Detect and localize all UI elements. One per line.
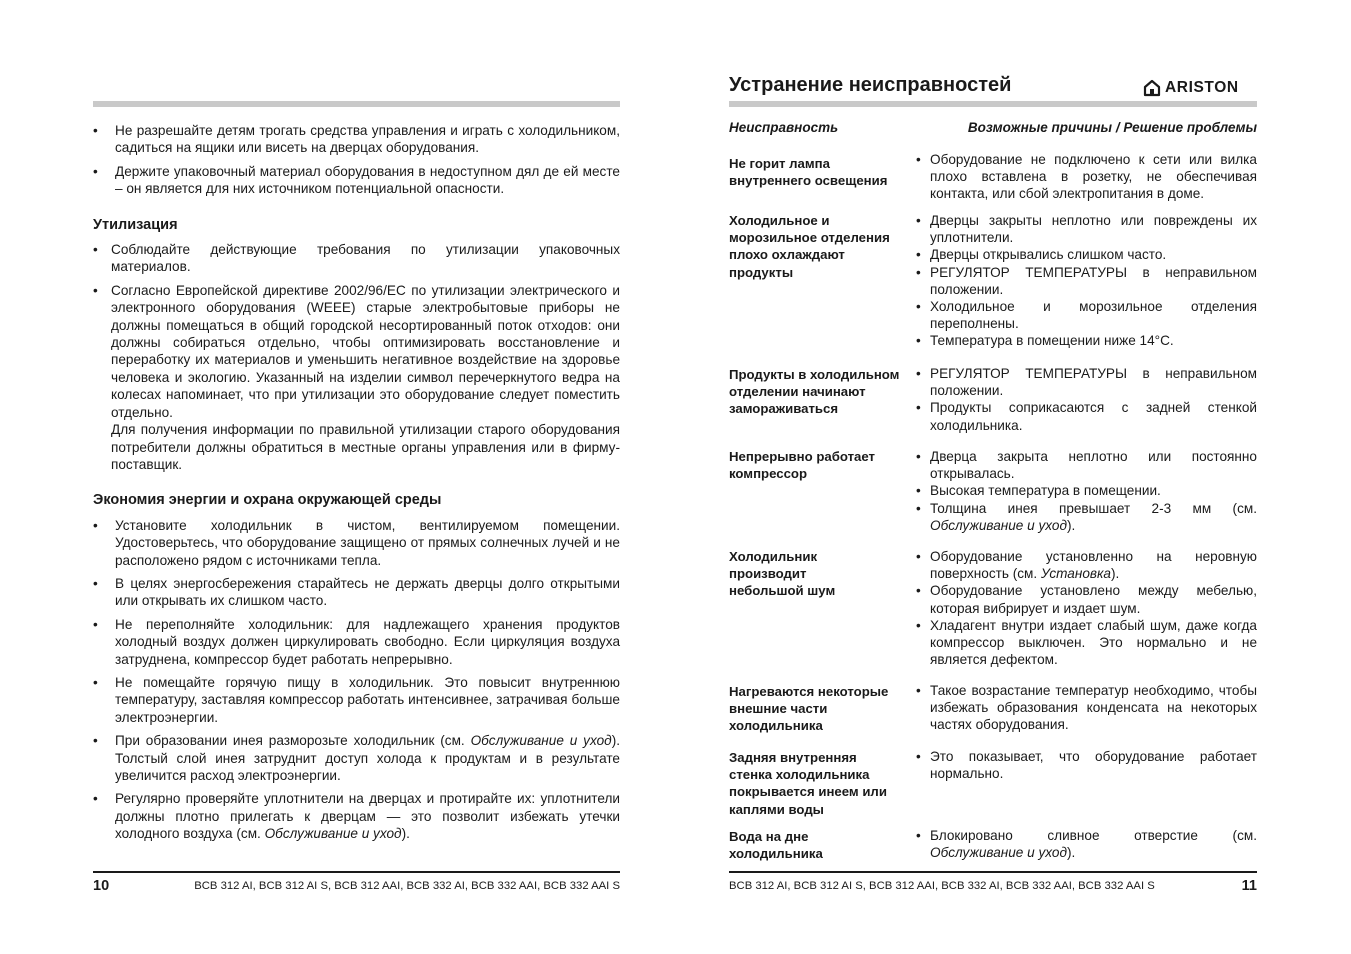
left-footer-rule xyxy=(93,871,620,873)
energy-list xyxy=(93,517,620,843)
fault-causes xyxy=(915,151,1257,203)
list-item: • При образовании инея разморозьте холодильник (см. Обслуживание и уход). Толстый слой инея затруднит доступ холода к продуктам и в результате увеличится расход электроэнергии. xyxy=(93,732,620,784)
fault-causes xyxy=(915,212,1257,350)
house-logo-icon xyxy=(1143,79,1161,97)
fault-label: Холодильник производит небольшой шум xyxy=(729,549,836,599)
footer-models-right: BCB 312 AI, BCB 312 AI S, BCB 312 AAI, BCB 332 AI, BCB 332 AAI, BCB 332 AAI S xyxy=(729,880,1155,892)
list-item: • Холодильное и морозильное отделения переполнены. xyxy=(915,298,1257,332)
fault-causes xyxy=(915,827,1257,861)
left-page-body xyxy=(93,122,620,849)
list-item: • Продукты соприкасаются с задней стенкой холодильника. xyxy=(915,399,1257,433)
list-item: • Не помещайте горячую пищу в холодильник. Это повысит внутреннюю температуру, заставляя компрессор работать интенсивнее, затрачивая больше электроэнергии. xyxy=(93,674,620,726)
list-item: • Хладагент внутри издает слабый шум, даже когда компрессор выключен. Это нормально и не является дефектом. xyxy=(915,617,1257,669)
list-item: • Не разрешайте детям трогать средства управления и играть с холодильником, садиться на ящики или висеть на дверцах оборудования. xyxy=(93,122,620,157)
fault-label: Продукты в холодильном отделении начинают замораживаться xyxy=(729,367,900,417)
column-header-solution: Возможные причины / Решение проблемы xyxy=(967,120,1257,135)
page-number-left: 10 xyxy=(93,878,110,894)
list-item: • Блокировано сливное отверстие (см. Обслуживание и уход). xyxy=(915,827,1257,861)
fault-causes xyxy=(915,682,1257,734)
list-item: • РЕГУЛЯТОР ТЕМПЕРАТУРЫ в неправильном положении. xyxy=(915,365,1257,399)
list-item: • Высокая температура в помещении. xyxy=(915,482,1257,499)
list-item: • РЕГУЛЯТОР ТЕМПЕРАТУРЫ в неправильном положении. xyxy=(915,264,1257,298)
list-item: • Оборудование установлено между мебелью, которая вибрирует и издает шум. xyxy=(915,582,1257,616)
footer-models-left: BCB 312 AI, BCB 312 AI S, BCB 312 AAI, BCB 332 AI, BCB 332 AAI, BCB 332 AAI S xyxy=(194,880,620,892)
column-header-fault: Неисправность xyxy=(729,120,839,135)
manual-reference: Обслуживание и уход xyxy=(930,517,1067,533)
list-item: • Установите холодильник в чистом, вентилируемом помещении. Удостоверьтесь, что оборудование защищено от прямых солнечных лучей и не расположено рядом с источниками тепла. xyxy=(93,517,620,569)
fault-label: Задняя внутренняя стенка холодильника покрывается инеем или каплями воды xyxy=(729,750,887,817)
list-item: • Не переполняйте холодильник: для надлежащего хранения продуктов холодный воздух должен циркулировать свободно. Если циркуляция воздуха затруднена, компрессор будет работать непрерывно. xyxy=(93,616,620,668)
right-top-rule xyxy=(729,101,1257,107)
left-top-rule xyxy=(93,101,620,107)
fault-causes xyxy=(915,448,1257,534)
fault-causes xyxy=(915,748,1257,782)
disposal-weee-text: Согласно Европейской директиве 2002/96/EC по утилизации электрического и электронного оборудования (WEEE) старые электробытовые приборы не должны помещаться в общий городской несортированный поток отходов: они должны собираться отдельно, чтобы оптимизировать восстановление и переработку их материалов и уменьшить негативное воздействие на здоровье человека и экологию. Указанный на изделии символ перечеркнутого ведра на колесах напоминает, что при утилизации это оборудование следует поместить отдельно. xyxy=(111,282,620,420)
fault-label: Нагреваются некоторые внешние части холодильника xyxy=(729,684,889,734)
manual-reference: Обслуживание и уход xyxy=(470,733,612,749)
list-item: • Дверцы закрыты неплотно или повреждены их уплотнители. xyxy=(915,212,1257,246)
list-item: • Температура в помещении ниже 14°С. xyxy=(915,332,1257,349)
page-title: Устранение неисправностей xyxy=(729,74,1012,96)
list-item: • Держите упаковочный материал оборудования в недоступном дял де ей месте – он является для них источником потенциальной опасности. xyxy=(93,163,620,198)
disposal-continuation: Для получения информации по правильной утилизации старого оборудования потребители должны обратиться в местные органы управления или в фирму-поставщик. xyxy=(111,422,620,472)
brand-name: ARISTON xyxy=(1165,79,1239,96)
fault-label: Вода на дне холодильника xyxy=(729,829,823,862)
list-item: • Дверцы открывались слишком часто. xyxy=(915,246,1257,263)
list-item: • Регулярно проверяйте уплотнители на дверцах и протирайте их: уплотнители должны плотно прилегать к дверцам — это позволит избежать утечки холодного воздуха (см. Обслуживание и уход). xyxy=(93,790,620,842)
manual-reference: Установка xyxy=(1040,566,1111,582)
manual-reference: Обслуживание и уход xyxy=(264,826,402,842)
brand-logo xyxy=(1143,79,1239,97)
list-item: • Оборудование не подключено к сети или вилка плохо вставлена в розетку, не обеспечивая контакта, или сбой электропитания в доме. xyxy=(915,151,1257,203)
energy-heading: Экономия энергии и охрана окружающей среды xyxy=(93,492,442,509)
list-item: • В целях энергосбережения старайтесь не держать дверцы долго открытыми или открывать их слишком часто. xyxy=(93,575,620,610)
list-item: • Соблюдайте действующие требования по утилизации упаковочных материалов. xyxy=(93,241,620,276)
fault-causes xyxy=(915,548,1257,668)
list-item: • Толщина инея превышает 2-3 мм (см. Обслуживание и уход). xyxy=(915,500,1257,534)
fault-label: Непрерывно работает компрессор xyxy=(729,449,875,482)
page-number-right: 11 xyxy=(1241,878,1257,894)
manual-reference: Обслуживание и уход xyxy=(930,845,1067,861)
disposal-heading: Утилизация xyxy=(93,216,178,233)
list-item: • Оборудование установленно на неровную поверхность (см. Установка). xyxy=(915,548,1257,582)
fault-causes xyxy=(915,365,1257,434)
intro-list xyxy=(93,122,620,198)
list-item: • Это показывает, что оборудование работает нормально. xyxy=(915,748,1257,782)
list-item: • Такое возрастание температур необходимо, чтобы избежать образования конденсата на некоторых частях оборудования. xyxy=(915,682,1257,734)
right-footer-rule xyxy=(729,871,1257,873)
fault-label: Не горит лампа внутреннего освещения xyxy=(729,156,888,189)
disposal-list xyxy=(93,241,620,473)
list-item: • Дверца закрыта неплотно или постоянно открывалась. xyxy=(915,448,1257,482)
list-item xyxy=(93,282,620,473)
fault-label: Холодильное и морозильное отделения плохо охлаждают продукты xyxy=(729,213,890,280)
